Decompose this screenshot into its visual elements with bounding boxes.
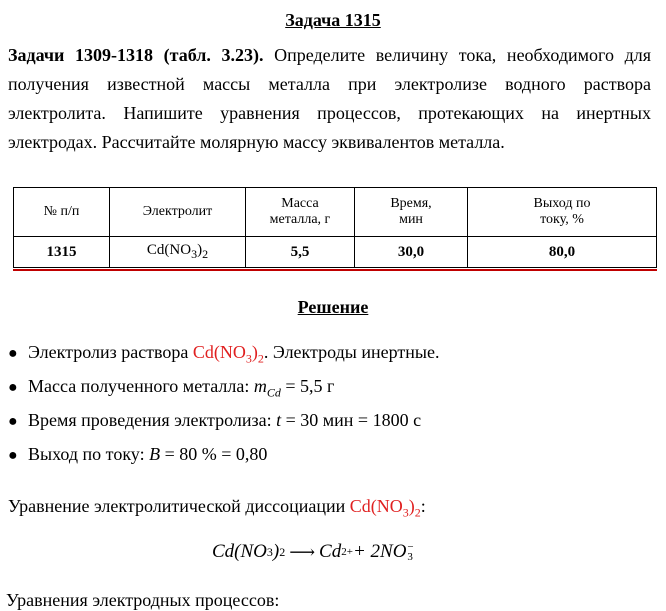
b1-suffix: . Электроды инертные. [263,342,440,362]
b4-var: B [149,444,161,464]
bullet-text [28,410,421,431]
electrolyte-formula: Cd(NO [146,242,192,258]
header-time-label: Время, мин [390,196,432,227]
eq-subsup [407,542,413,562]
eq-right1-sup: 2+ [341,546,353,558]
b2-prefix: Масса полученного металла: [28,376,254,396]
list-item [8,376,658,410]
cell-electrolyte [110,237,246,268]
list-item [8,410,658,444]
diss-formula-sub: 3 [402,505,409,520]
bullet-text [28,444,267,465]
header-electrolyte: Электролит [110,188,246,237]
diss-suffix: : [420,496,426,516]
b4-prefix: Выход по току: [28,444,150,464]
cell-time: 30,0 [355,237,468,268]
cell-num: 1315 [14,237,110,268]
given-list [8,342,658,478]
diss-formula-base: Cd(NO [349,496,403,516]
b3-var: t [276,410,282,430]
electrode-processes-heading: Уравнения электродных процессов: [6,590,280,610]
bullet-text [28,376,334,401]
b4-value: = 80 % = 0,80 [160,444,268,464]
table-row [14,237,657,268]
b1-formula-close: ) [251,342,258,362]
diss-prefix: Уравнение электролитической диссоциации [8,496,350,516]
dissociation-equation [212,541,414,563]
cell-mass: 5,5 [246,237,355,268]
bullet-icon: ● [8,345,18,362]
eq-right1: Cd [319,541,342,562]
b3-prefix: Время проведения электролиза: [28,410,277,430]
eq-plus: + 2NO [352,541,407,562]
electrolyte-sub2: 2 [202,247,209,261]
electrolyte-close: ) [197,242,203,258]
list-item [8,444,658,478]
header-yield [468,188,657,237]
b1-formula [192,342,264,366]
data-table [13,187,657,268]
eq-right2-sup: − [407,541,414,553]
electrolyte-sub1: 3 [191,247,198,261]
list-item [8,342,658,376]
bullet-icon: ● [8,379,18,396]
b2-var: m [253,376,267,396]
b2-varsub: Cd [266,385,281,400]
problem-bold-prefix: Задачи 1309-1318 (табл. 3.23). [8,45,264,65]
problem-statement [8,41,651,157]
eq-left-sub: 3 [266,544,273,559]
b1-formula-sub2: 2 [257,351,264,366]
table-bottom-red-line [13,269,657,271]
b1-formula-sub: 3 [245,351,252,366]
eq-right2-sub: 3 [407,551,413,563]
header-mass [246,188,355,237]
b1-formula-base: Cd(NO [192,342,246,362]
bullet-text [28,342,439,367]
diss-formula [349,496,421,520]
diss-formula-close: ) [408,496,415,516]
problem-text: Определите величину тока, необходимого для получения известной массы металла при электролизе водного раствора электролита. Напишите уравнения процессов, протекающих на инертных электродах. Рассчитайте молярную массу эквивалентов металла. [8,45,651,152]
header-time [355,188,468,237]
eq-left: Cd(NO [212,541,267,562]
header-mass-label: Масса металла, г [269,196,331,227]
header-yield-label: Выход по току, % [533,196,591,227]
reaction-arrow-icon: ⟶ [289,541,316,562]
dissociation-heading [8,496,426,521]
solution-title: Решение [297,297,369,317]
eq-left-sub2: 2 [279,544,286,559]
table-header-row [14,188,657,237]
cell-yield: 80,0 [468,237,657,268]
b2-value: = 5,5 г [280,376,335,396]
eq-left-close: ) [272,541,280,562]
diss-formula-sub2: 2 [414,505,421,520]
b1-prefix: Электролиз раствора [28,342,193,362]
problem-title: Задача 1315 [285,10,381,30]
bullet-icon: ● [8,447,18,464]
b3-value: = 30 мин = 1800 с [281,410,422,430]
bullet-icon: ● [8,413,18,430]
header-num: № п/п [14,188,110,237]
